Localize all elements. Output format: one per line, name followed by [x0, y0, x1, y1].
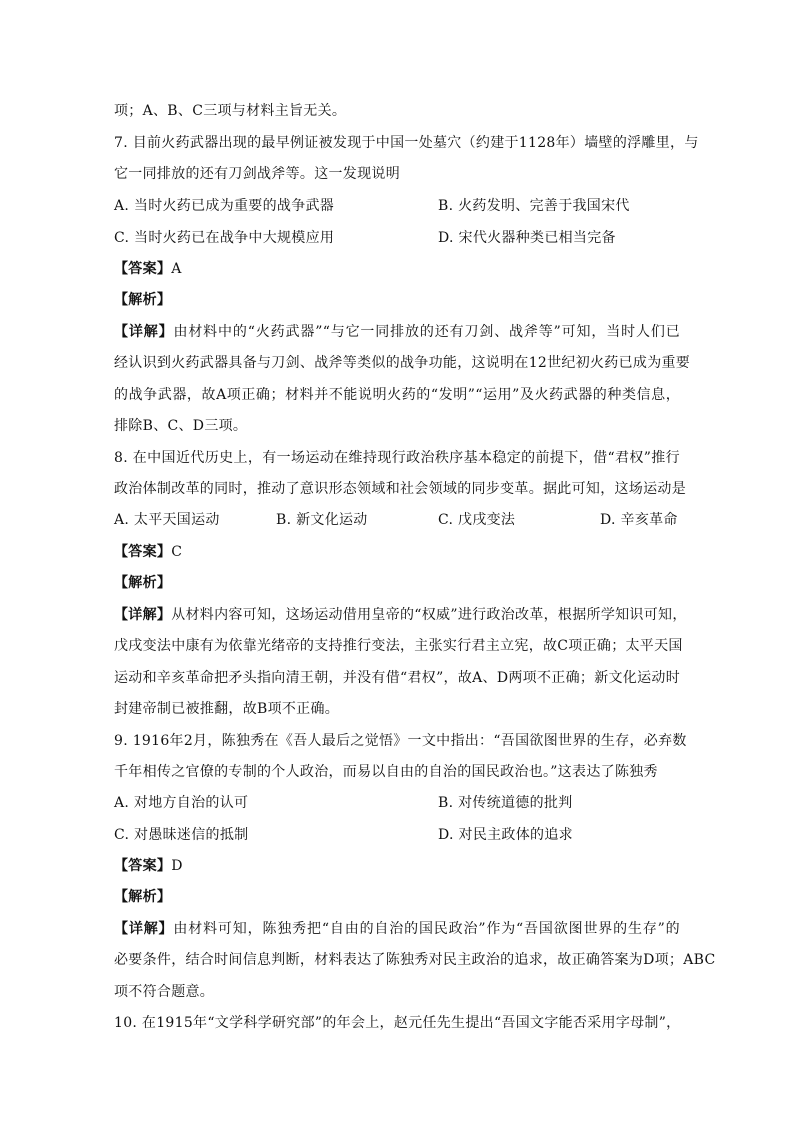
- detail-tag: 【详解】: [114, 921, 174, 937]
- text-line: 项；A、B、C三项与材料主旨无关。: [114, 103, 347, 119]
- question-9-option-c: C. 对愚昧迷信的抵制: [114, 827, 249, 843]
- question-8-option-a: A. 太平天国运动: [114, 512, 220, 528]
- question-7-stem: 7. 目前火药武器出现的最早例证被发现于中国一处墓穴（约建于1128年）墙壁的浮雕里，与: [114, 135, 699, 151]
- question-8-option-d: D. 辛亥革命: [600, 512, 678, 528]
- detail-tag: 【详解】: [114, 324, 174, 340]
- question-9-detail-3: 项不符合题意。: [114, 984, 215, 1000]
- question-9-detail-2: 必要条件，结合时间信息判断，材料表达了陈独秀对民主政治的追求，故正确答案为D项；ABC: [114, 952, 716, 968]
- question-8-detail-3: 运动和辛亥革命把矛头指向清王朝，并没有借“君权”，故A、D两项不正确；新文化运动时: [114, 670, 680, 686]
- question-8-detail-4: 封建帝制已被推翻，故B项不正确。: [114, 701, 340, 717]
- question-7-answer: [114, 259, 182, 279]
- question-7-stem-cont: 它一同排放的还有刀剑战斧等。这一发现说明: [114, 166, 400, 182]
- question-7-analysis-tag: 【解析】: [114, 292, 172, 308]
- answer-tag: 【答案】: [114, 858, 172, 874]
- answer-value: A: [171, 261, 182, 277]
- question-8-stem-cont: 政治体制改革的同时，推动了意识形态领域和社会领域的同步变革。据此可知，这场运动是: [114, 481, 686, 497]
- question-9-detail-1: [114, 919, 680, 939]
- detail-text: 由材料可知，陈独秀把“自由的自治的国民政治”作为“吾国欲图世界的生存”的: [173, 921, 680, 937]
- question-7-detail-1: [114, 322, 680, 342]
- detail-text: 从材料内容可知，这场运动借用皇帝的“权威”进行政治改革，根据所学知识可知，: [171, 607, 687, 623]
- question-9-option-b: B. 对传统道德的批判: [438, 795, 573, 811]
- question-7-detail-2: 经认识到火药武器具备与刀剑、战斧等类似的战争功能，这说明在12世纪初火药已成为重要: [114, 355, 691, 371]
- detail-text: 由材料中的“火药武器”“与它一同排放的还有刀剑、战斧等”可知，当时人们已: [173, 324, 680, 340]
- question-9-answer: [114, 856, 183, 876]
- answer-value: D: [171, 858, 183, 874]
- question-9-stem: 9. 1916年2月，陈独秀在《吾人最后之觉悟》一文中指出：“吾国欲图世界的生存，必弃数: [114, 733, 687, 749]
- question-7-option-b: B. 火药发明、完善于我国宋代: [438, 198, 630, 214]
- question-9-stem-cont: 千年相传之官僚的专制的个人政治，而易以自由的自治的国民政治也。”这表达了陈独秀: [114, 764, 658, 780]
- question-7-detail-3: 的战争武器，故A项正确；材料并不能说明火药的“发明”“运用”及火药武器的种类信息，: [114, 387, 680, 403]
- question-8-detail-1: [114, 605, 687, 625]
- question-8-analysis-tag: 【解析】: [114, 575, 172, 591]
- detail-tag: 【详解】: [114, 607, 172, 623]
- question-10-stem: 10. 在1915年“文学科学研究部”的年会上，赵元任先生提出“吾国文字能否采用字母制”，: [114, 1015, 681, 1031]
- question-8-detail-2: 戊戌变法中康有为依靠光绪帝的支持推行变法，主张实行君主立宪，故C项正确；太平天国: [114, 638, 683, 654]
- question-7-option-d: D. 宋代火器种类已相当完备: [438, 230, 616, 246]
- question-9-option-d: D. 对民主政体的追求: [438, 827, 573, 843]
- question-9-analysis-tag: 【解析】: [114, 889, 172, 905]
- question-7-detail-4: 排除B、C、D三项。: [114, 418, 248, 434]
- question-7-option-a: A. 当时火药已成为重要的战争武器: [114, 198, 335, 214]
- question-8-option-c: C. 戊戌变法: [438, 512, 516, 528]
- question-8-option-b: B. 新文化运动: [276, 512, 368, 528]
- question-8-answer: [114, 542, 182, 562]
- answer-tag: 【答案】: [114, 261, 172, 277]
- answer-tag: 【答案】: [114, 544, 172, 560]
- question-7-option-c: C. 当时火药已在战争中大规模应用: [114, 230, 335, 246]
- answer-value: C: [171, 544, 183, 560]
- question-8-stem: 8. 在中国近代历史上，有一场运动在维持现行政治秩序基本稳定的前提下，借“君权”推行: [114, 450, 680, 466]
- question-9-option-a: A. 对地方自治的认可: [114, 795, 249, 811]
